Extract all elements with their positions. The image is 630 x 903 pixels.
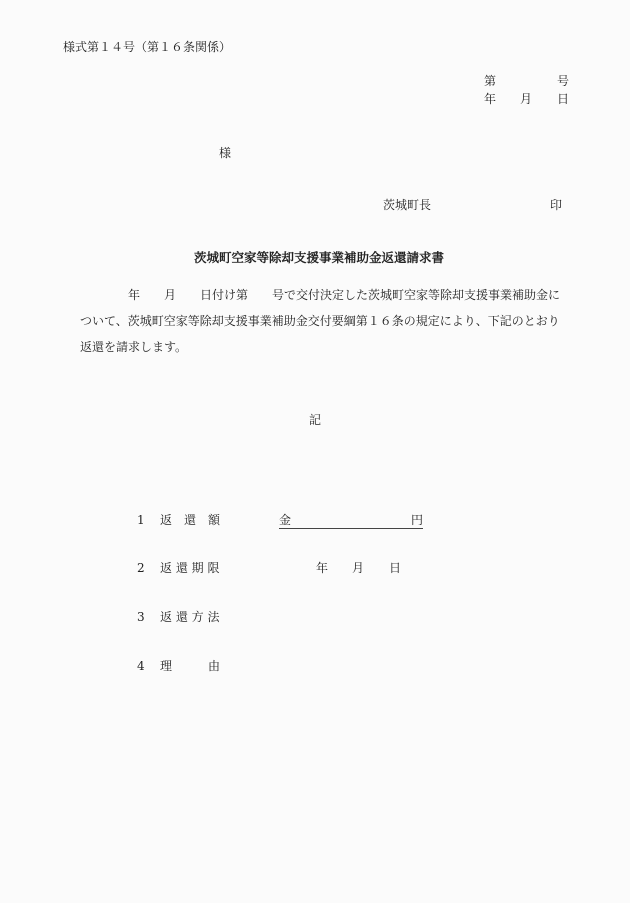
deadline-day: 日 [389, 561, 402, 575]
item-2-number: 2 [137, 561, 145, 575]
issuer-name: 茨城町長 [383, 198, 432, 212]
item-3-number: 3 [137, 610, 145, 624]
return-amount-field [279, 514, 423, 529]
form-number: 様式第１４号（第１６条関係） [63, 40, 232, 54]
issue-date-year: 年 [484, 92, 497, 106]
ki-heading: 記 [309, 413, 322, 427]
document-title: 茨城町空家等除却支援事業補助金返還請求書 [194, 250, 445, 265]
deadline-year: 年 [316, 561, 329, 575]
deadline-month: 月 [352, 561, 365, 575]
item-4-number: 4 [137, 659, 145, 673]
item-3-label: 返 還 方 法 [160, 610, 220, 624]
item-1-number: 1 [137, 513, 145, 527]
reference-number-prefix: 第 [484, 74, 497, 88]
item-1-label: 返 還 額 [160, 513, 221, 527]
reference-number-suffix: 号 [557, 74, 570, 88]
issue-date-month: 月 [520, 92, 533, 106]
amount-prefix: 金 [279, 513, 292, 527]
seal-mark: 印 [550, 198, 563, 212]
amount-suffix: 円 [410, 513, 423, 527]
issue-date-day: 日 [557, 92, 570, 106]
body-text-line-3: 返還を請求します。 [80, 340, 188, 354]
body-text-line-1: 年 月 日付け第 号で交付決定した茨城町空家等除却支援事業補助金に [80, 288, 561, 302]
body-text-line-2: ついて、茨城町空家等除却支援事業補助金交付要綱第１６条の規定により、下記のとおり [80, 314, 560, 328]
item-4-label: 理 由 [160, 659, 221, 673]
addressee-honorific: 様 [219, 146, 232, 160]
item-2-label: 返 還 期 限 [160, 561, 220, 575]
